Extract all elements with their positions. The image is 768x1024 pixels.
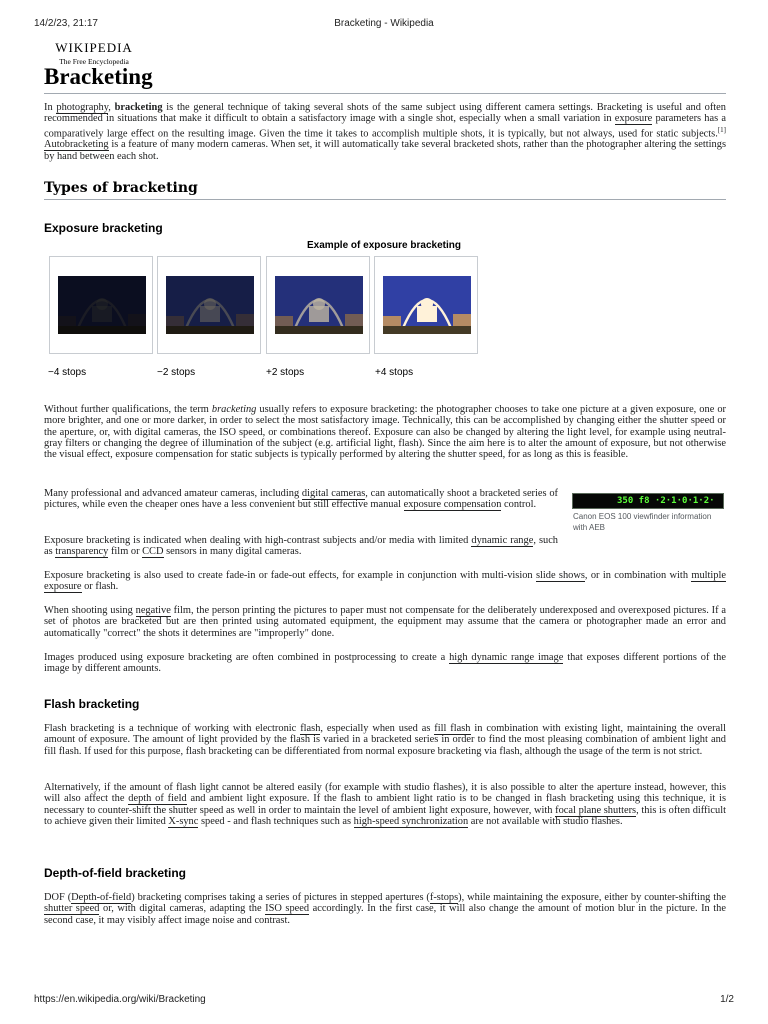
viewfinder-thumbnail[interactable] — [572, 493, 724, 509]
flash-paragraph-2: Alternatively, if the amount of flash light cannot be altered easily (for example with studio flashes), it is also possible to alter the aperture instead, however, this will also affect the depth of field and ambient light exposure. If the flash to ambient light ratio is to be changed in flash bracketing using this technique, it is necessary to counter-shift the shutter speed as well in order to maintain the level of ambient light exposure, however, with focal plane shutters, this is often difficult to achieve given their limited X-sync speed - and flash techniques such as high-speed synchronization are not available with studio flashes. — [44, 782, 726, 827]
print-page-number: 1/2 — [720, 994, 734, 1005]
link-high-dynamic-range-image[interactable]: high dynamic range image — [449, 652, 564, 663]
exposure-paragraph-6: Images produced using exposure bracketing are often combined in postprocessing to create a high dynamic range image that exposes different portions of the image by different amounts. — [44, 652, 726, 675]
gallery-image-1[interactable] — [58, 276, 146, 334]
gallery-caption: Example of exposure bracketing — [307, 240, 461, 251]
thumbnail-caption: Canon EOS 100 viewfinder information with AEB — [573, 512, 712, 532]
exposure-paragraph-4: Exposure bracketing is also used to create fade-in or fade-out effects, for example in conjunction with multi-vision slide shows, or in combination with multiple exposure or flash. — [44, 570, 726, 593]
gallery-label-3: +2 stops — [266, 367, 305, 378]
bracket-photo — [383, 276, 471, 334]
dof-paragraph-1: DOF (Depth-of-field) bracketing comprises taking a series of pictures in stepped apertures (f-stops), while maintaining the exposure, either by counter-shifting the shutter speed or, with digital cameras, adapting the ISO speed accordingly. In the first case, it will also change the amount of motion blur in the picture. In the second case, it may visibly affect image noise and contrast. — [44, 892, 726, 926]
gallery-label-2: −2 stops — [157, 367, 196, 378]
gallery-label-1: −4 stops — [48, 367, 87, 378]
wikipedia-logo[interactable] — [52, 40, 136, 66]
intro-paragraph: In photography, bracketing is the general technique of taking several shots of the same subject using different camera settings. Bracketing is useful and often recommended in situations that make it difficult to obtain a satisfactory image with a single shot, especially when a small variation in exposure parameters has a comparatively large effect on the resulting image. Given the time it takes to accomplish multiple shots, it is typically, but not always, used for static subjects.[1] Autobracketing is a feature of many modern cameras. When set, it will automatically take several bracketed shots, rather than the photographer altering the settings by hand between each shot. — [44, 102, 726, 162]
exposure-paragraph-1: Without further qualifications, the term bracketing usually refers to exposure bracketing: the photographer chooses to take one picture at a given exposure, one or more brighter, and one or more darker, in order to select the most satisfactory image. Technically, this can be accomplished by changing either the shutter speed or the aperture, or, with digital cameras, the ISO speed, or combinations thereof. Exposure can also be changed by altering the light level, for example using neutral-gray filters or changing the degree of illumination of the subject (e.g. artificial light, flash). Since the aim here is to alter the amount of exposure, but not otherwise the visual effect, exposure compensation for static subjects is typically performed by altering the shutter speed, for as long as this is feasible. — [44, 404, 726, 461]
logo-wordmark: WIKIPEDIA — [55, 40, 133, 55]
bracket-photo — [58, 276, 146, 334]
link-depth-of-field[interactable]: depth of field — [128, 793, 187, 805]
print-header — [34, 18, 734, 29]
logo-tagline: The Free Encyclopedia — [59, 57, 129, 66]
heading-types-of-bracketing: Types of bracketing — [44, 180, 726, 200]
link-shutter-speed[interactable]: shutter speed — [44, 903, 100, 915]
link-fill-flash[interactable]: fill flash — [434, 723, 471, 734]
flash-paragraph-1: Flash bracketing is a technique of working with electronic flash, especially when used as fill flash in combination with existing light, maintaining the overall amount of exposure. The amount of light provided by the flash is varied in a bracketed series in order to find the most pleasing combination of ambient light and fill flash. If used for this purpose, flash bracketing can be differentiated from normal exposure bracketing via flash, although the usage of the term is not strict. — [44, 723, 726, 757]
heading-depth-of-field-bracketing: Depth-of-field bracketing — [44, 866, 187, 880]
citation-link[interactable]: [1] — [717, 125, 726, 134]
print-page-title: Bracketing - Wikipedia — [334, 18, 434, 29]
gallery-label-4: +4 stops — [375, 367, 414, 378]
link-exposure-compensation[interactable]: exposure compensation — [403, 499, 502, 511]
link-autobracketing[interactable]: Autobracketing — [44, 139, 109, 151]
print-url: https://en.wikipedia.org/wiki/Bracketing — [34, 994, 206, 1005]
gallery-image-4[interactable] — [383, 276, 471, 334]
link-photography[interactable]: photography — [56, 102, 109, 113]
page-title: Bracketing — [44, 64, 726, 94]
heading-flash-bracketing: Flash bracketing — [44, 697, 140, 711]
exposure-paragraph-3: Exposure bracketing is indicated when dealing with high-contrast subjects and/or media with limited dynamic range, such as transparency film or CCD sensors in many digital cameras. — [44, 535, 559, 558]
link-high-speed-synchronization[interactable]: high-speed synchronization — [353, 815, 469, 827]
heading-exposure-bracketing: Exposure bracketing — [44, 221, 163, 235]
link-negative[interactable]: negative — [135, 605, 171, 616]
gallery-image-2[interactable] — [166, 276, 254, 334]
exposure-paragraph-5: When shooting using negative film, the person printing the pictures to paper must not compensate for the deliberately underexposed and overexposed pictures. If a set of photos are bracketed but are then printed using automated equipment, the equipment may assume that the camera or photographer made an error and automatically "correct" the shots it determines are "improperly" done. — [44, 605, 727, 639]
bracket-photo — [166, 276, 254, 334]
gallery-item-3[interactable] — [266, 256, 370, 354]
bracket-photo — [275, 276, 363, 334]
link-slide-shows[interactable]: slide shows — [535, 570, 585, 581]
gallery-item-4[interactable] — [374, 256, 478, 354]
link-focal-plane-shutters[interactable]: focal plane shutters — [555, 804, 637, 816]
link-depth-of-field[interactable]: Depth-of-field — [71, 892, 132, 903]
link-transparency[interactable]: transparency — [55, 546, 109, 558]
gallery-image-3[interactable] — [275, 276, 363, 334]
exposure-paragraph-2: Many professional and advanced amateur cameras, including digital cameras, can automatically shoot a bracketed series of pictures, while even the cheaper ones have a less convenient but still effective manual exposure compensation control. — [44, 488, 558, 511]
link-dynamic-range[interactable]: dynamic range — [471, 535, 534, 546]
link-iso-speed[interactable]: ISO speed — [265, 903, 310, 915]
link-flash[interactable]: flash — [300, 723, 321, 734]
link-multiple-exposure[interactable]: multiple exposure — [44, 570, 726, 593]
link-digital-cameras[interactable]: digital cameras — [301, 488, 366, 499]
gallery-item-1[interactable] — [49, 256, 153, 354]
link-canon-eos-100[interactable]: Canon EOS 100 — [573, 512, 632, 521]
link-x-sync[interactable]: X-sync — [168, 815, 199, 827]
link-exposure[interactable]: exposure — [614, 113, 653, 125]
viewfinder-readout: 350 f8 ·2·1·0·1·2· — [617, 496, 715, 506]
link-ccd[interactable]: CCD — [142, 546, 164, 558]
link-f-stops[interactable]: f-stops — [429, 892, 459, 903]
gallery-item-2[interactable] — [157, 256, 261, 354]
print-footer — [34, 994, 734, 1005]
print-timestamp: 14/2/23, 21:17 — [34, 18, 98, 29]
